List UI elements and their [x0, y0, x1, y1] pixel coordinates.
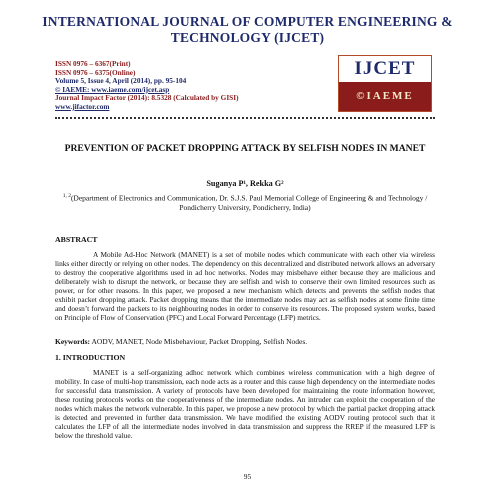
keywords-label: Keywords:: [55, 337, 90, 346]
paper-authors: Suganya P¹, Rekka G²: [206, 179, 284, 188]
impact-factor: Journal Impact Factor (2014): 8.5328 (Calculated by GISI): [55, 93, 239, 103]
introduction-heading: 1. INTRODUCTION: [55, 353, 126, 362]
keywords-line: [55, 337, 435, 346]
logo-publisher: ©IAEME: [339, 82, 431, 111]
author-affiliation: [55, 192, 435, 212]
keywords-text: AODV, MANET, Node Misbehaviour, Packet Dropping, Selfish Nodes.: [91, 337, 308, 346]
journal-meta: [55, 60, 325, 112]
affiliation-text: (Department of Electronics and Communication, Dr. S.J.S. Paul Memorial College of Engineering & and Technology / Pondicherry University, Pondicherry, India): [70, 193, 428, 212]
abstract-body: A Mobile Ad-Hoc Network (MANET) is a set of mobile nodes which communicate with each other via wireless links either directly or relying on other nodes. The dependency on this decentralized and distributed network allows an adversary to destroy the cooperative algorithms used in ad hoc networks. Nodes may misbehave either because they are malicious and deliberately wish to disrupt the network, or because they are selfish and wish to conserve their own limited resources such as power, or for other reasons. In this paper, we proposed a new mechanism which detects and prevents the selfish nodes that exhibit packet dropping attack. Packet dropping means that the intermediate nodes may act as selfish nodes at some finite time and doesn’t forward the packets to its neighbouring nodes in order to conserve its resources. The proposed system works, based on Principle of Flow of Conservation (PFC) and Local Forward Percentage (LFP) metrics.: [55, 250, 435, 323]
affiliation-marker: 1, 2: [62, 193, 71, 199]
introduction-body: MANET is a self-organizing adhoc network which combines wireless communication with a high degree of mobility. In case of multi-hop transmission, each node acts as a router and this cause high dependency on the intermediate nodes for successful data transmission. A variety of protocols have been developed for maintaining the route information however, these routing protocols works on the cooperativeness of the intermediate nodes. An intruder can exploit the cooperation of the nodes which makes the network vulnerable. In this paper, we propose a new protocol by which the partial packet dropping attack is detected and prevented in further data transmission. We have modified the existing AODV routing protocol such that it calculates the LFP of all the intermediate nodes involved in data transmission and suppress the RREP if the measured LFP is below the threshold value.: [55, 368, 435, 441]
journal-title: INTERNATIONAL JOURNAL OF COMPUTER ENGINEERING & TECHNOLOGY (IJCET): [42, 14, 453, 45]
volume-info: Volume 5, Issue 4, April (2014), pp. 95-104: [55, 76, 187, 86]
jifactor-link[interactable]: www.jifactor.com: [55, 101, 110, 111]
issn-print: ISSN 0976 – 6367(Print): [55, 59, 131, 68]
logo-title: IJCET: [339, 56, 431, 82]
issn-online: ISSN 0976 – 6375(Online): [55, 67, 136, 77]
header-divider: [55, 117, 435, 119]
ijcet-logo: [338, 55, 432, 112]
abstract-heading: ABSTRACT: [55, 235, 98, 244]
paper-title: PREVENTION OF PACKET DROPPING ATTACK BY SELFISH NODES IN MANET: [64, 143, 426, 154]
page-number: 95: [243, 472, 252, 481]
iaeme-link[interactable]: © IAEME: www.iaeme.com/ijcet.asp: [55, 84, 170, 94]
